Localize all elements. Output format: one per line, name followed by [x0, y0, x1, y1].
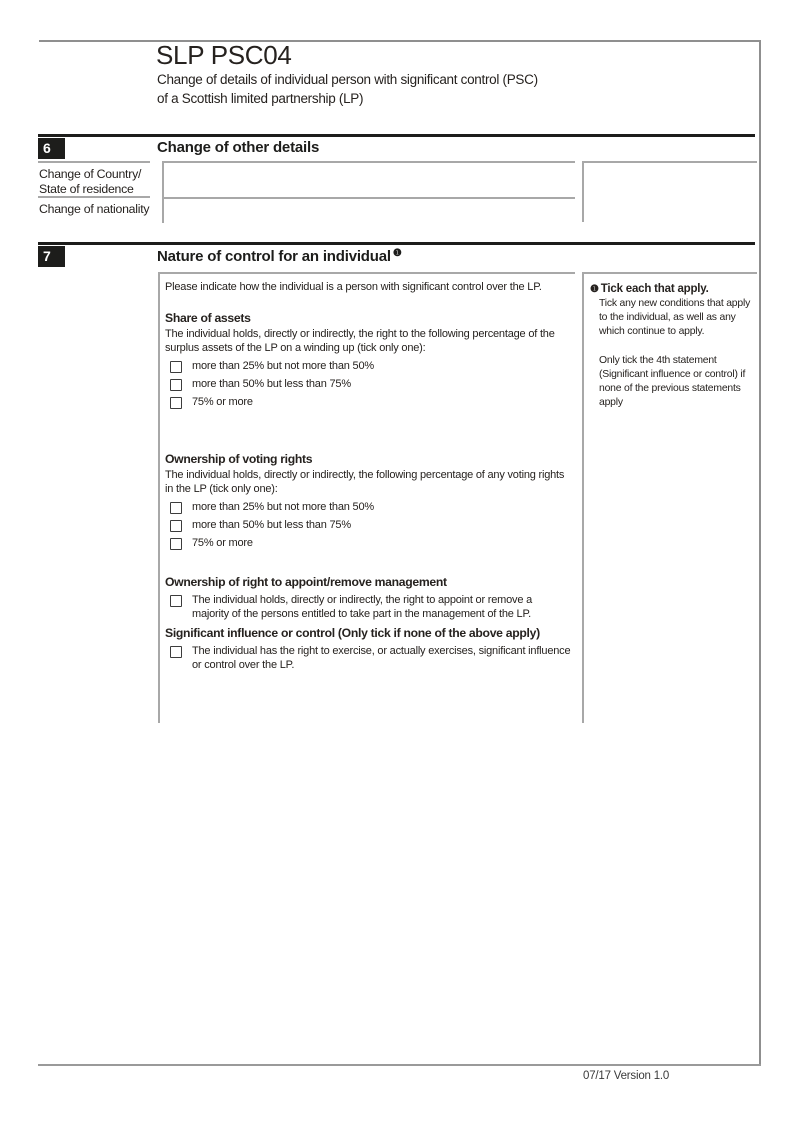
- share-of-assets-heading: Share of assets: [165, 310, 251, 325]
- page-border-top: [39, 40, 760, 42]
- voting-rights-heading: Ownership of voting rights: [165, 451, 313, 466]
- form-code-title: SLP PSC04: [156, 40, 292, 70]
- significant-influence-label: The individual has the right to exercise, or actually exercises, significant influence or control over the LP.: [192, 645, 571, 672]
- share-of-assets-desc: The individual holds, directly or indirectly, the right to the following percentage of the surplus assets of the LP on a winding up (tick only one):: [165, 327, 555, 354]
- section6-label-divider-2: [38, 196, 150, 198]
- significant-influence-checkbox[interactable]: [170, 646, 182, 658]
- page-border-right: [759, 40, 761, 1066]
- guidance-note-heading: Tick each that apply.: [600, 283, 709, 295]
- appoint-remove-checkbox[interactable]: [170, 595, 182, 607]
- note-marker-icon: ❶: [590, 284, 599, 295]
- voting-option-3-checkbox[interactable]: [170, 538, 182, 550]
- voting-option-3-label: 75% or more: [192, 536, 253, 549]
- share-option-1-label: more than 25% but not more than 50%: [192, 360, 374, 373]
- section7-title-text: Nature of control for an individual: [157, 248, 391, 265]
- appoint-remove-heading: Ownership of right to appoint/remove management: [165, 574, 447, 589]
- appoint-remove-label: The individual holds, directly or indirectly, the right to appoint or remove a majority of the persons entitled to take part in the management of the LP.: [192, 593, 533, 620]
- nature-of-control-box: [158, 272, 575, 723]
- section6-title: Change of other details: [157, 139, 320, 156]
- share-option-3-checkbox[interactable]: [170, 397, 182, 409]
- nature-intro: Please indicate how the individual is a person with significant control over the LP.: [165, 281, 542, 293]
- footer-version: 07/17 Version 1.0: [583, 1070, 670, 1082]
- nationality-input[interactable]: [162, 197, 575, 223]
- voting-option-1-label: more than 25% but not more than 50%: [192, 501, 374, 514]
- voting-option-2-checkbox[interactable]: [170, 520, 182, 532]
- country-state-of-residence-input[interactable]: [162, 161, 575, 197]
- share-option-3-label: 75% or more: [192, 395, 253, 408]
- share-option-2-label: more than 50% but less than 75%: [192, 378, 351, 391]
- section6-label-divider-1: [38, 161, 150, 163]
- share-option-1-checkbox[interactable]: [170, 361, 182, 373]
- significant-influence-row: [170, 645, 575, 673]
- field-label-country-state: Change of Country/ State of residence: [39, 167, 142, 196]
- note-marker-icon: ❶: [392, 248, 402, 259]
- voting-option-3-row: [170, 537, 575, 551]
- voting-option-1-row: [170, 501, 575, 515]
- form-subtitle-line1: Change of details of individual person with significant control (PSC): [157, 72, 538, 87]
- appoint-remove-row: [170, 594, 575, 622]
- share-option-2-checkbox[interactable]: [170, 379, 182, 391]
- guidance-note-para-1: Tick any new conditions that apply to the individual, as well as any which continue to apply.: [599, 298, 751, 338]
- form-subtitle: [157, 70, 538, 108]
- section6-side-note-box: [582, 161, 757, 222]
- voting-option-2-label: more than 50% but less than 75%: [192, 519, 351, 532]
- voting-option-2-row: [170, 519, 575, 533]
- section6-rule: [38, 134, 755, 137]
- voting-rights-desc: The individual holds, directly or indirectly, the following percentage of any voting rights in the LP (tick only one):: [165, 468, 565, 495]
- share-option-2-row: [170, 378, 575, 392]
- form-subtitle-line2: of a Scottish limited partnership (LP): [157, 91, 364, 106]
- guidance-note-heading-row: [590, 282, 752, 296]
- page-border-bottom: [38, 1064, 761, 1066]
- section6-number-badge: 6: [38, 138, 65, 159]
- section7-number-badge: 7: [38, 246, 65, 267]
- field-label-nationality: Change of nationality: [39, 202, 150, 216]
- significant-influence-heading: Significant influence or control (Only tick if none of the above apply): [165, 626, 540, 641]
- share-option-1-row: [170, 360, 575, 374]
- section7-guidance-note-box: [582, 272, 757, 723]
- guidance-note-para-2: Only tick the 4th statement (Significant influence or control) if none of the previous statements apply: [599, 354, 746, 409]
- section7-title: [157, 248, 402, 265]
- voting-option-1-checkbox[interactable]: [170, 502, 182, 514]
- section7-rule: [38, 242, 755, 245]
- share-option-3-row: [170, 396, 575, 410]
